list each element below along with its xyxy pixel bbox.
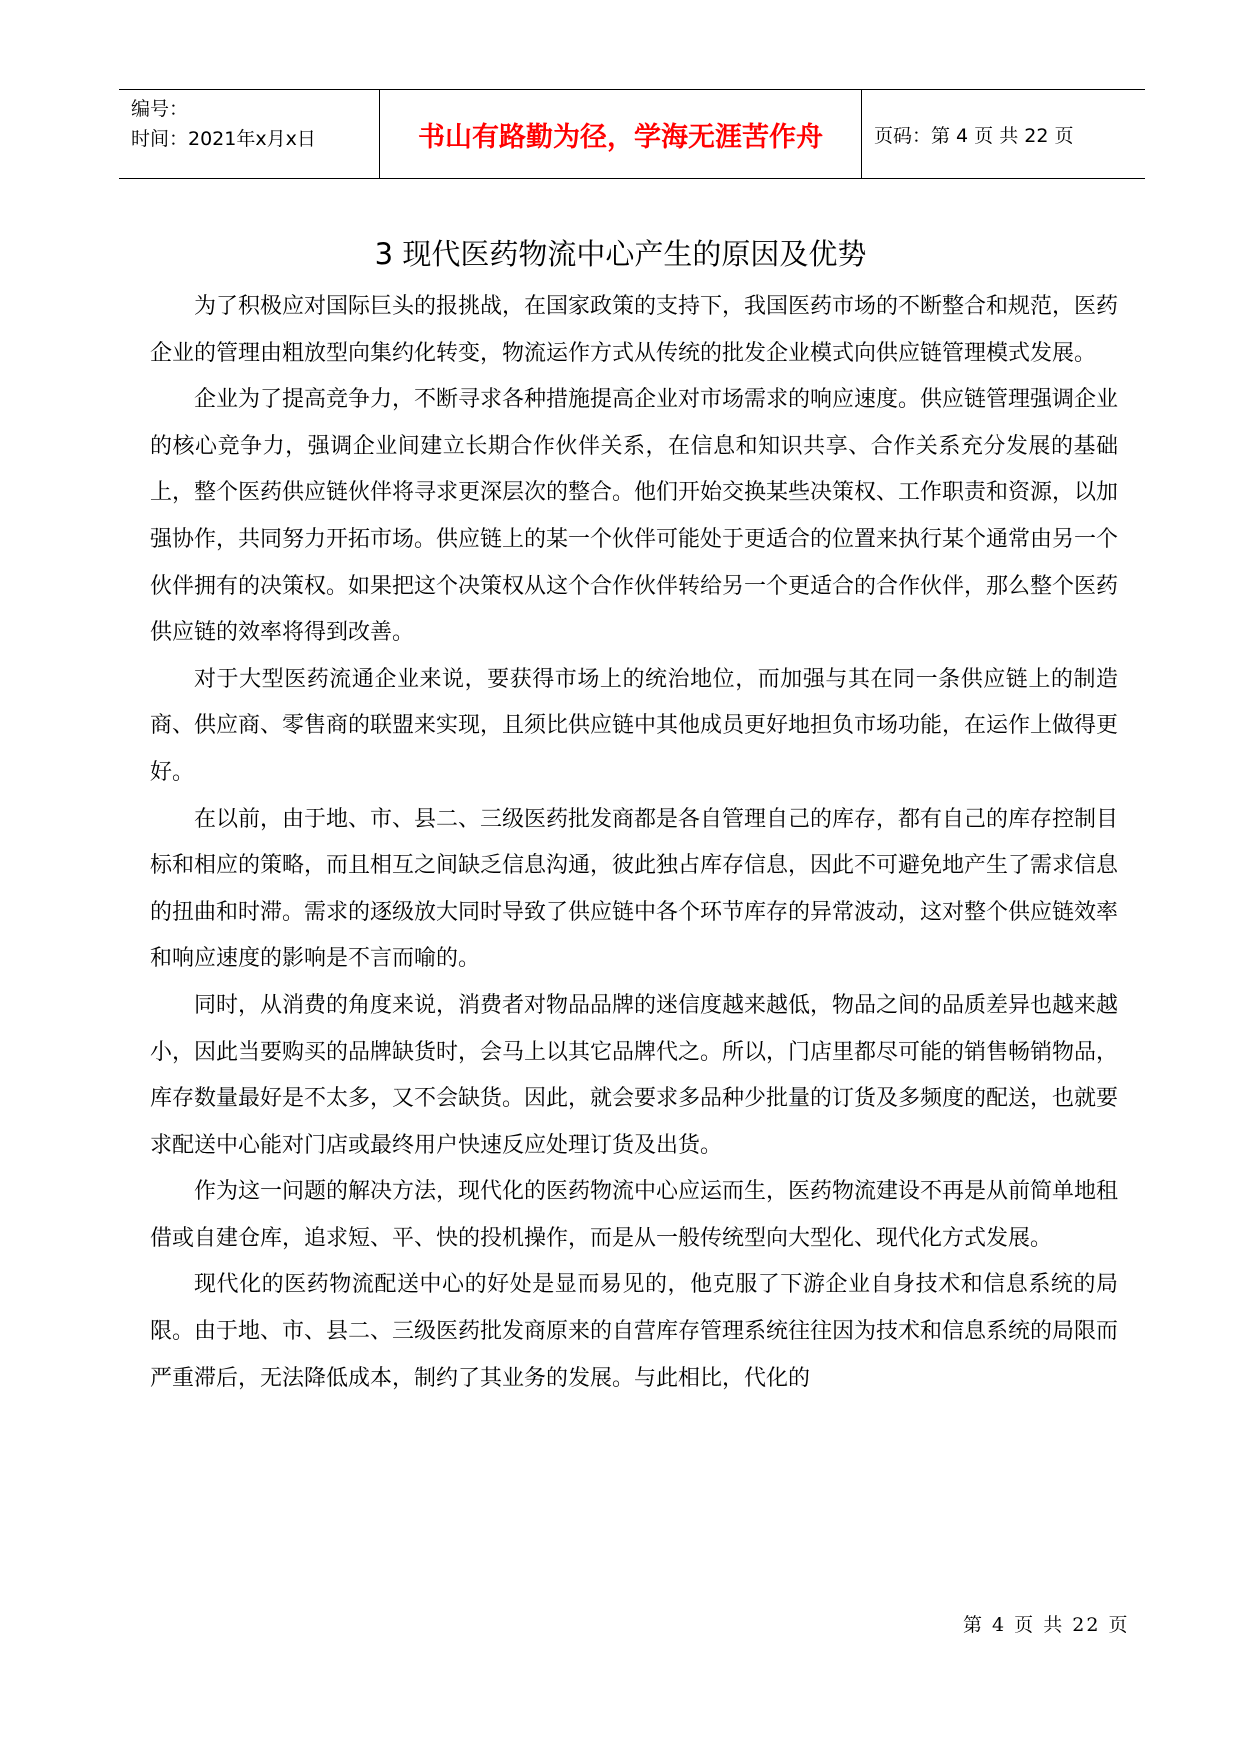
number-label: 编号： [131,98,189,120]
header-meta-cell [119,90,379,178]
paragraph: 作为这一问题的解决方法，现代化的医药物流中心应运而生，医药物流建设不再是从前简单地租借或自建仓库，追求短、平、快的投机操作，而是从一般传统型向大型化、现代化方式发展。 [150,1179,1119,1251]
header-page-cell [862,90,1145,178]
section-title: 3 现代医药物流中心产生的原因及优势 [374,237,867,271]
paragraph: 同时，从消费的角度来说，消费者对物品品牌的迷信度越来越低，物品之间的品质差异也越来越小，因此当要购买的品牌缺货时，会马上以其它品牌代之。所以，门店里都尽可能的销售畅销物品，库存数量最好是不太多，又不会缺货。因此，就会要求多品种少批量的订货及多频度的配送，也就要求配送中心能对门店或最终用户快速反应处理订货及出货。 [150,992,1119,1158]
header-motto-cell [379,90,862,178]
paragraph: 企业为了提高竞争力，不断寻求各种措施提高企业对市场需求的响应速度。供应链管理强调企业的核心竞争力，强调企业间建立长期合作伙伴关系，在信息和知识共享、合作关系充分发展的基础上，整个医药供应链伙伴将寻求更深层次的整合。他们开始交换某些决策权、工作职责和资源，以加强协作，共同努力开拓市场。供应链上的某一个伙伴可能处于更适合的位置来执行某个通常由另一个伙伴拥有的决策权。如果把这个决策权从这个合作伙伴转给另一个更适合的合作伙伴，那么整个医药供应链的效率将得到改善。 [150,387,1119,646]
time-label: 时间：2021年x月x日 [131,128,316,150]
page-info: 页码：第 4 页 共 22 页 [874,124,1074,147]
body-text [150,284,1118,1402]
paragraph: 现代化的医药物流配送中心的好处是显而易见的，他克服了下游企业自身技术和信息系统的局限。由于地、市、县二、三级医药批发商原来的自营库存管理系统往往因为技术和信息系统的局限而严重滞后，无法降低成本，制约了其业务的发展。与此相比，代化的 [150,1272,1119,1391]
paragraph: 在以前，由于地、市、县二、三级医药批发商都是各自管理自己的库存，都有自己的库存控制目标和相应的策略，而且相互之间缺乏信息沟通，彼此独占库存信息，因此不可避免地产生了需求信息的扭曲和时滞。需求的逐级放大同时导致了供应链中各个环节库存的异常波动，这对整个供应链效率和响应速度的影响是不言而喻的。 [150,806,1119,972]
header-table [119,89,1145,179]
paragraph: 为了积极应对国际巨头的报挑战，在国家政策的支持下，我国医药市场的不断整合和规范，医药企业的管理由粗放型向集约化转变，物流运作方式从传统的批发企业模式向供应链管理模式发展。 [150,294,1119,366]
paragraph: 对于大型医药流通企业来说，要获得市场上的统治地位，而加强与其在同一条供应链上的制造商、供应商、零售商的联盟来实现，且须比供应链中其他成员更好地担负市场功能，在运作上做得更好。 [150,666,1119,785]
motto-text: 书山有路勤为径，学海无涯苦作舟 [418,121,823,153]
page-footer: 第 4 页 共 22 页 [963,1614,1130,1636]
